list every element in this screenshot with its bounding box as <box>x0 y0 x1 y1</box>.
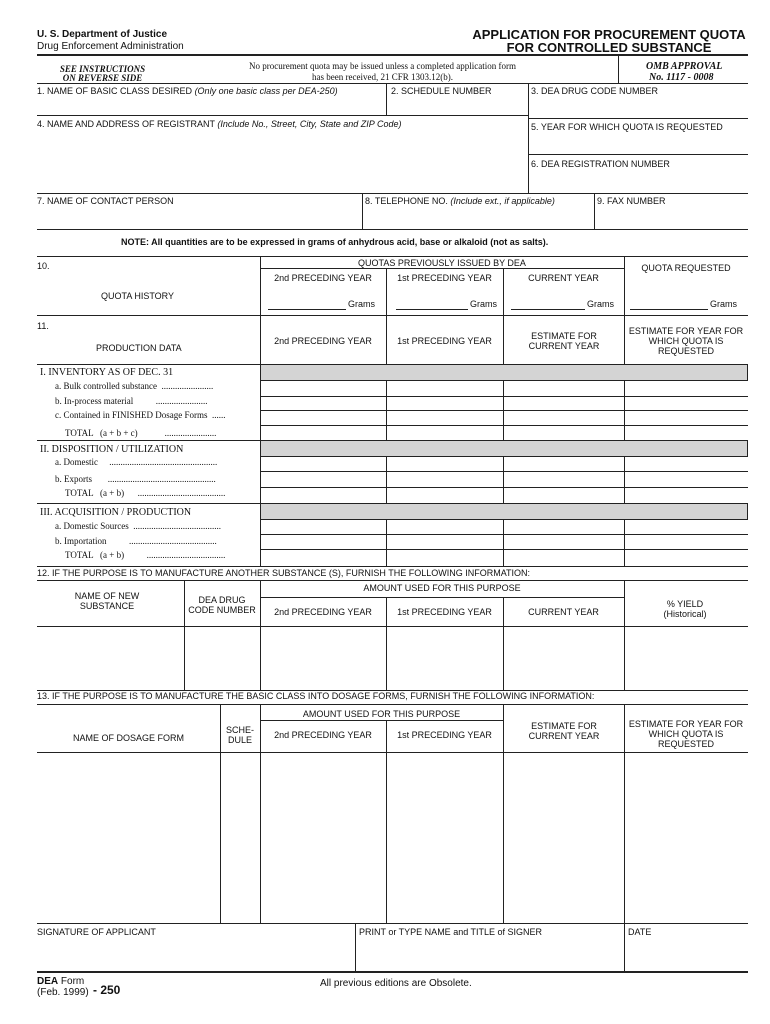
omb-number: No. 1117 - 0008 <box>649 72 714 83</box>
qh-unit-4: Grams <box>710 299 737 309</box>
section-10-number: 10. <box>37 261 50 271</box>
signer-name-label: PRINT or TYPE NAME and TITLE of SIGNER <box>359 927 543 937</box>
form-edition: (Feb. 1999) <box>37 987 89 998</box>
row-exports: b. Exports ................................................ <box>55 474 216 484</box>
row-disposition-total: TOTAL (a + b) ....................................... <box>65 488 226 498</box>
row-bulk-substance: a. Bulk controlled substance ....................... <box>55 381 214 391</box>
s13-col-current-estimate: ESTIMATE FOR CURRENT YEAR <box>528 721 600 741</box>
row-finished-dosage: c. Contained in FINISHED Dosage Forms ...... <box>55 410 226 420</box>
pd-col-1st-preceding: 1st PRECEDING YEAR <box>397 336 492 346</box>
form-title-line1: APPLICATION FOR PROCUREMENT QUOTA <box>472 27 746 42</box>
instructions-note-line1: SEE INSTRUCTIONS <box>59 64 146 74</box>
section-11-number: 11. <box>37 321 49 331</box>
s12-col-current: CURRENT YEAR <box>528 607 599 617</box>
agency-name: U. S. Department of Justice <box>37 29 168 40</box>
date-label: DATE <box>628 927 652 937</box>
production-data-label: PRODUCTION DATA <box>96 343 182 353</box>
quota-history-label: QUOTA HISTORY <box>101 291 175 301</box>
s12-col-yield: % YIELD (Historical) <box>663 599 707 619</box>
field-8-label: 8. TELEPHONE NO. (Include ext., if applicable) <box>365 196 555 206</box>
field-4-label: 4. NAME AND ADDRESS OF REGISTRANT (Include No., Street, City, State and ZIP Code) <box>37 119 402 129</box>
row-acquisition-heading: III. ACQUISITION / PRODUCTION <box>40 507 192 518</box>
section-12-heading: 12. IF THE PURPOSE IS TO MANUFACTURE ANOTHER SUBSTANCE (S), FURNISH THE FOLLOWING INFORMATION: <box>37 568 531 578</box>
field-3-label: 3. DEA DRUG CODE NUMBER <box>531 86 659 96</box>
notice-line2: has been received, 21 CFR 1303.12(b). <box>312 72 453 82</box>
obsolete-notice: All previous editions are Obsolete. <box>320 978 472 989</box>
qh-col-2nd-preceding: 2nd PRECEDING YEAR <box>274 273 372 283</box>
row-acquisition-total: TOTAL (a + b) ................................... <box>65 550 226 560</box>
row-disposition-heading: II. DISPOSITION / UTILIZATION <box>40 444 184 455</box>
s12-col-2nd-preceding: 2nd PRECEDING YEAR <box>274 607 372 617</box>
instructions-note-line2: ON REVERSE SIDE <box>62 73 143 83</box>
signature-applicant-label: SIGNATURE OF APPLICANT <box>37 927 156 937</box>
s13-amount-used-header: AMOUNT USED FOR THIS PURPOSE <box>302 709 461 719</box>
section-13-heading: 13. IF THE PURPOSE IS TO MANUFACTURE THE BASIC CLASS INTO DOSAGE FORMS, FURNISH THE FOLLOWING INFORMATION: <box>37 691 595 701</box>
qh-col-current: CURRENT YEAR <box>528 273 599 283</box>
qh-col-requested: QUOTA REQUESTED <box>641 263 731 273</box>
pd-col-current-estimate: ESTIMATE FOR CURRENT YEAR <box>528 331 600 351</box>
row-importation: b. Importation ....................................... <box>55 536 217 546</box>
omb-approval: OMB APPROVAL <box>646 61 723 72</box>
grams-note: NOTE: All quantities are to be expressed in grams of anhydrous acid, base or alkaloid (not as salts). <box>121 237 549 247</box>
row-in-process: b. In-process material ....................... <box>55 396 208 406</box>
s13-col-1st-preceding: 1st PRECEDING YEAR <box>397 730 492 740</box>
field-6-label: 6. DEA REGISTRATION NUMBER <box>531 159 670 169</box>
form-number: - 250 <box>93 983 121 997</box>
s13-col-2nd-preceding: 2nd PRECEDING YEAR <box>274 730 372 740</box>
field-7-label: 7. NAME OF CONTACT PERSON <box>37 196 174 206</box>
row-inventory-heading: I. INVENTORY AS OF DEC. 31 <box>40 367 174 378</box>
row-domestic-sources: a. Domestic Sources ....................................... <box>55 521 221 531</box>
s13-col-schedule: SCHE- DULE <box>225 725 254 745</box>
form-title-line2: FOR CONTROLLED SUBSTANCE <box>506 40 712 55</box>
qh-unit-1: Grams <box>348 299 375 309</box>
row-inventory-total: TOTAL (a + b + c) ....................... <box>65 428 217 438</box>
field-1-label: 1. NAME OF BASIC CLASS DESIRED (Only one basic class per DEA-250) <box>37 86 338 96</box>
qh-unit-3: Grams <box>587 299 614 309</box>
s12-col-new-substance: NAME OF NEW SUBSTANCE <box>74 591 140 611</box>
s12-col-1st-preceding: 1st PRECEDING YEAR <box>397 607 492 617</box>
row-domestic: a. Domestic ................................................ <box>55 457 218 467</box>
sub-agency-name: Drug Enforcement Administration <box>37 41 184 52</box>
field-9-label: 9. FAX NUMBER <box>597 196 666 206</box>
s12-col-drug-code: DEA DRUG CODE NUMBER <box>188 595 256 615</box>
s13-col-dosage-form: NAME OF DOSAGE FORM <box>72 733 184 743</box>
qh-col-1st-preceding: 1st PRECEDING YEAR <box>397 273 492 283</box>
qh-unit-2: Grams <box>470 299 497 309</box>
form-id: DEA Form <box>37 976 85 987</box>
quotas-issued-header: QUOTAS PREVIOUSLY ISSUED BY DEA <box>358 258 526 268</box>
pd-col-requested-estimate: ESTIMATE FOR YEAR FOR WHICH QUOTA IS REQUESTED <box>628 326 744 356</box>
s13-col-requested-estimate: ESTIMATE FOR YEAR FOR WHICH QUOTA IS REQUESTED <box>628 719 744 749</box>
s12-amount-used-header: AMOUNT USED FOR THIS PURPOSE <box>363 583 521 593</box>
field-5-label: 5. YEAR FOR WHICH QUOTA IS REQUESTED <box>531 122 723 132</box>
pd-col-2nd-preceding: 2nd PRECEDING YEAR <box>274 336 372 346</box>
field-2-label: 2. SCHEDULE NUMBER <box>391 86 492 96</box>
notice-line1: No procurement quota may be issued unless a completed application form <box>249 61 516 71</box>
